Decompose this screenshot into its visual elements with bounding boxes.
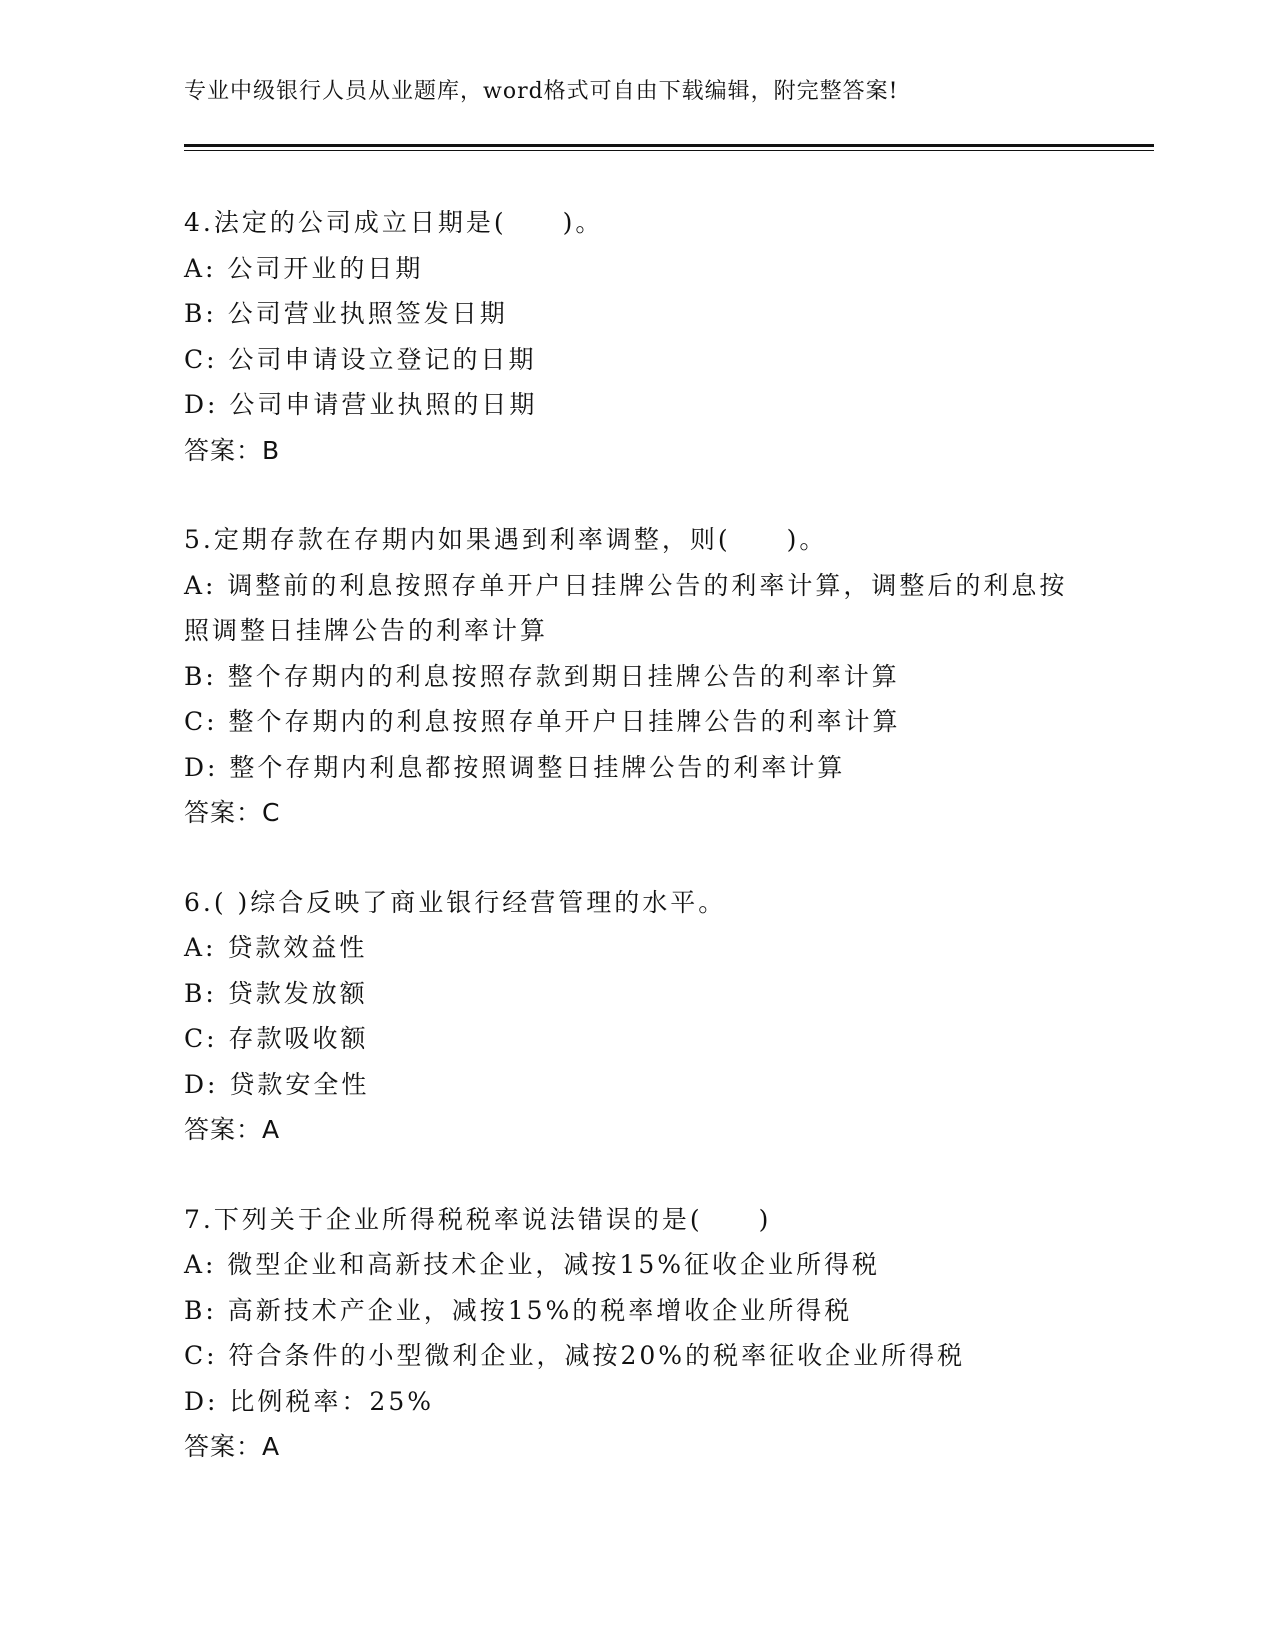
option-a: A: 调整前的利息按照存单开户日挂牌公告的利率计算，调整后的利息按照调整日挂牌公告的利率计算: [184, 570, 1068, 645]
answer-label: 答案：A: [184, 1432, 281, 1461]
question-item: [184, 200, 1084, 473]
option-a: A: 微型企业和高新技术企业，减按15%征收企业所得税: [184, 1250, 880, 1279]
question-stem: 5.定期存款在存期内如果遇到利率调整，则( )。: [184, 525, 828, 554]
option-c: C: 符合条件的小型微利企业，减按20%的税率征收企业所得税: [184, 1341, 966, 1370]
option-a: A: 贷款效益性: [184, 933, 368, 962]
option-b: B: 高新技术产企业，减按15%的税率增收企业所得税: [184, 1295, 853, 1325]
option-b: B: 贷款发放额: [184, 978, 368, 1008]
option-b: B: 公司营业执照签发日期: [184, 299, 508, 328]
option-d: D: 贷款安全性: [184, 1069, 370, 1099]
option-d: D: 公司申请营业执照的日期: [184, 390, 538, 419]
answer-label: 答案：C: [184, 798, 281, 827]
option-c: C: 存款吸收额: [184, 1024, 369, 1053]
option-c: C: 公司申请设立登记的日期: [184, 344, 537, 374]
question-list: [184, 200, 1084, 1514]
question-item: [184, 880, 1084, 1153]
question-item: [184, 1197, 1084, 1470]
option-d: D: 整个存期内利息都按照调整日挂牌公告的利率计算: [184, 752, 846, 782]
option-d: D: 比例税率：25%: [184, 1386, 434, 1416]
question-stem: 7.下列关于企业所得税税率说法错误的是( ): [184, 1204, 772, 1234]
question-stem: 4.法定的公司成立日期是( )。: [184, 208, 604, 237]
question-stem: 6.( )综合反映了商业银行经营管理的水平。: [184, 887, 727, 917]
option-b: B: 整个存期内的利息按照存款到期日挂牌公告的利率计算: [184, 661, 900, 691]
answer-label: 答案：B: [184, 435, 281, 465]
answer-label: 答案：A: [184, 1115, 281, 1144]
option-a: A: 公司开业的日期: [184, 253, 424, 283]
page-header-title: 专业中级银行人员从业题库，word格式可自由下载编辑，附完整答案!: [184, 79, 899, 104]
question-item: [184, 517, 1084, 836]
header-divider: [184, 144, 1154, 147]
option-c: C: 整个存期内的利息按照存单开户日挂牌公告的利率计算: [184, 707, 901, 736]
